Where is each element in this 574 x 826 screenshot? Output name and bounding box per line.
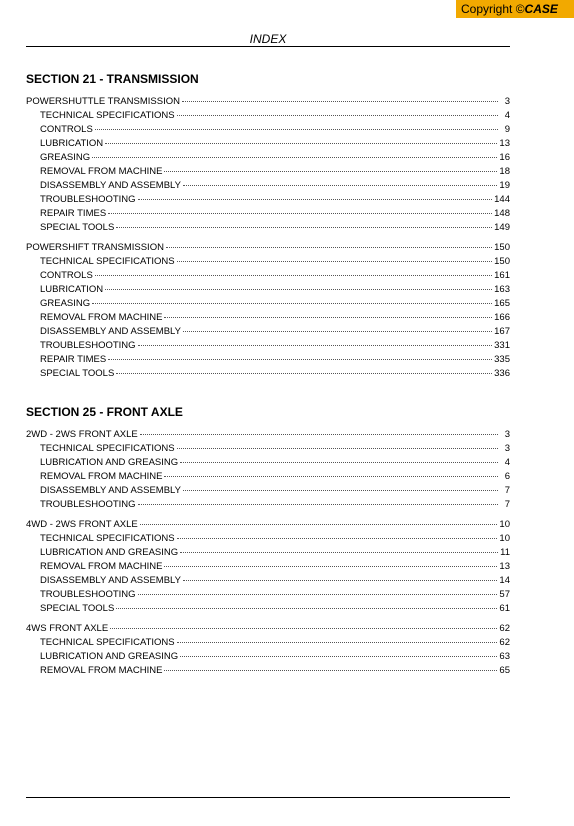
copyright-text: Copyright © <box>461 2 525 16</box>
toc-subentry-page-number: 7 <box>504 485 510 496</box>
toc-entry[interactable] <box>26 241 510 255</box>
toc-subentry-label: LUBRICATION <box>40 138 104 149</box>
dot-leader <box>140 434 498 435</box>
toc-subentry[interactable] <box>26 560 510 574</box>
toc-subentry-label: REPAIR TIMES <box>40 208 107 219</box>
toc-subentry-page-number: 13 <box>499 561 510 572</box>
dot-leader <box>180 462 498 463</box>
toc-subentry[interactable] <box>26 574 510 588</box>
dot-leader <box>95 129 498 130</box>
toc-subentry-label: TECHNICAL SPECIFICATIONS <box>40 533 175 544</box>
toc-entry-page-number: 150 <box>494 242 510 253</box>
toc-subentry-page-number: 165 <box>494 298 510 309</box>
footer-rule <box>26 797 510 798</box>
toc-subentry[interactable] <box>26 650 510 664</box>
toc-subentry-page-number: 144 <box>494 194 510 205</box>
toc-subentry-label: LUBRICATION <box>40 284 104 295</box>
toc-subentry[interactable] <box>26 664 510 678</box>
toc-subentry[interactable] <box>26 367 510 381</box>
toc-subentry-page-number: 335 <box>494 354 510 365</box>
toc-subentry-label: TECHNICAL SPECIFICATIONS <box>40 110 175 121</box>
dot-leader <box>183 490 498 491</box>
toc-subentry-page-number: 7 <box>504 499 510 510</box>
toc-group <box>26 518 510 616</box>
dot-leader <box>116 373 492 374</box>
toc-entry-label: POWERSHUTTLE TRANSMISSION <box>26 96 180 107</box>
dot-leader <box>138 594 498 595</box>
dot-leader <box>116 608 497 609</box>
toc-subentry-label: REMOVAL FROM MACHINE <box>40 471 163 482</box>
toc-subentry-label: DISASSEMBLY AND ASSEMBLY <box>40 326 181 337</box>
toc-subentry-label: GREASING <box>40 152 91 163</box>
toc-subentry-page-number: 13 <box>499 138 510 149</box>
toc-subentry[interactable] <box>26 283 510 297</box>
dot-leader <box>108 359 492 360</box>
toc-subentry-page-number: 6 <box>504 471 510 482</box>
toc-subentry[interactable] <box>26 269 510 283</box>
toc-subentry[interactable] <box>26 297 510 311</box>
toc-subentry-label: DISASSEMBLY AND ASSEMBLY <box>40 180 181 191</box>
toc-subentry-page-number: 61 <box>499 603 510 614</box>
toc-subentry[interactable] <box>26 325 510 339</box>
toc-subentry-label: TROUBLESHOOTING <box>40 194 136 205</box>
toc-subentry-page-number: 4 <box>504 457 510 468</box>
toc-subentry-label: REMOVAL FROM MACHINE <box>40 561 163 572</box>
toc-group <box>26 241 510 381</box>
dot-leader <box>177 538 498 539</box>
dot-leader <box>138 504 498 505</box>
copyright-badge <box>456 0 574 18</box>
dot-leader <box>105 143 497 144</box>
dot-leader <box>164 670 497 671</box>
dot-leader <box>138 345 493 346</box>
toc-subentry-page-number: 331 <box>494 340 510 351</box>
dot-leader <box>108 213 492 214</box>
toc-subentry-label: DISASSEMBLY AND ASSEMBLY <box>40 575 181 586</box>
toc-subentry-label: TECHNICAL SPECIFICATIONS <box>40 443 175 454</box>
toc-subentry-page-number: 336 <box>494 368 510 379</box>
toc-subentry-page-number: 11 <box>500 547 510 558</box>
toc-subentry[interactable] <box>26 165 510 179</box>
dot-leader <box>95 275 492 276</box>
toc-subentry-page-number: 9 <box>504 124 510 135</box>
dot-leader <box>116 227 492 228</box>
dot-leader <box>183 331 492 332</box>
toc-subentry-page-number: 62 <box>499 637 510 648</box>
dot-leader <box>177 448 498 449</box>
toc-subentry-page-number: 148 <box>494 208 510 219</box>
toc-subentry-label: TROUBLESHOOTING <box>40 499 136 510</box>
toc-subentry[interactable] <box>26 470 510 484</box>
toc-section <box>26 72 510 381</box>
dot-leader <box>164 476 498 477</box>
toc-group <box>26 428 510 512</box>
toc-subentry-label: DISASSEMBLY AND ASSEMBLY <box>40 485 181 496</box>
toc-subentry[interactable] <box>26 123 510 137</box>
toc-subentry[interactable] <box>26 151 510 165</box>
toc-subentry-page-number: 161 <box>494 270 510 281</box>
toc-subentry[interactable] <box>26 532 510 546</box>
toc-subentry[interactable] <box>26 353 510 367</box>
toc-subentry-page-number: 14 <box>499 575 510 586</box>
toc-subentry[interactable] <box>26 546 510 560</box>
toc-subentry-label: TROUBLESHOOTING <box>40 340 136 351</box>
toc-group <box>26 95 510 235</box>
toc-subentry-label: SPECIAL TOOLS <box>40 368 115 379</box>
toc-subentry-label: LUBRICATION AND GREASING <box>40 651 179 662</box>
toc-subentry[interactable] <box>26 255 510 269</box>
dot-leader <box>105 289 492 290</box>
toc-subentry[interactable] <box>26 193 510 207</box>
toc-subentry[interactable] <box>26 137 510 151</box>
toc-subentry[interactable] <box>26 207 510 221</box>
toc-subentry-page-number: 163 <box>494 284 510 295</box>
toc-subentry-page-number: 57 <box>499 589 510 600</box>
toc-subentry-page-number: 19 <box>499 180 510 191</box>
toc-subentry-label: CONTROLS <box>40 124 93 135</box>
toc-subentry-label: REMOVAL FROM MACHINE <box>40 166 163 177</box>
dot-leader <box>177 642 498 643</box>
toc-subentry-label: TECHNICAL SPECIFICATIONS <box>40 256 175 267</box>
dot-leader <box>177 261 493 262</box>
toc-subentry-page-number: 149 <box>494 222 510 233</box>
toc-entry[interactable] <box>26 95 510 109</box>
toc-subentry-label: TROUBLESHOOTING <box>40 589 136 600</box>
toc-subentry[interactable] <box>26 221 510 235</box>
dot-leader <box>177 115 498 116</box>
toc-subentry[interactable] <box>26 311 510 325</box>
toc-entry-page-number: 3 <box>504 429 510 440</box>
dot-leader <box>164 171 497 172</box>
toc-subentry-page-number: 3 <box>504 443 510 454</box>
toc-entry-page-number: 62 <box>499 623 510 634</box>
toc-entry-page-number: 3 <box>504 96 510 107</box>
toc-subentry-label: SPECIAL TOOLS <box>40 222 115 233</box>
dot-leader <box>164 317 492 318</box>
toc-subentry[interactable] <box>26 442 510 456</box>
toc-subentry-page-number: 18 <box>499 166 510 177</box>
header-rule <box>26 46 510 47</box>
toc-entry[interactable] <box>26 622 510 636</box>
toc-subentry-page-number: 166 <box>494 312 510 323</box>
toc-subentry-page-number: 4 <box>504 110 510 121</box>
dot-leader <box>182 101 498 102</box>
toc-subentry-label: REMOVAL FROM MACHINE <box>40 665 163 676</box>
toc-entry-page-number: 10 <box>499 519 510 530</box>
section-heading: SECTION 25 - FRONT AXLE <box>26 405 183 419</box>
toc-subentry-label: CONTROLS <box>40 270 93 281</box>
toc-subentry[interactable] <box>26 602 510 616</box>
dot-leader <box>140 524 498 525</box>
page-title: INDEX <box>249 32 287 46</box>
toc-subentry-label: GREASING <box>40 298 91 309</box>
toc-entry-label: POWERSHIFT TRANSMISSION <box>26 242 164 253</box>
dot-leader <box>183 580 497 581</box>
toc-subentry-label: LUBRICATION AND GREASING <box>40 457 179 468</box>
table-of-contents <box>26 72 510 684</box>
toc-subentry-label: TECHNICAL SPECIFICATIONS <box>40 637 175 648</box>
dot-leader <box>138 199 493 200</box>
toc-subentry-page-number: 63 <box>499 651 510 662</box>
case-logo: CASE <box>524 2 558 16</box>
toc-subentry[interactable] <box>26 456 510 470</box>
toc-subentry-page-number: 65 <box>499 665 510 676</box>
toc-subentry-page-number: 167 <box>494 326 510 337</box>
toc-subentry[interactable] <box>26 109 510 123</box>
toc-subentry-page-number: 16 <box>499 152 510 163</box>
dot-leader <box>180 552 498 553</box>
toc-subentry[interactable] <box>26 636 510 650</box>
toc-entry-label: 4WS FRONT AXLE <box>26 623 109 634</box>
toc-subentry[interactable] <box>26 179 510 193</box>
toc-subentry[interactable] <box>26 588 510 602</box>
dot-leader <box>183 185 497 186</box>
dot-leader <box>92 303 492 304</box>
toc-entry-label: 2WD - 2WS FRONT AXLE <box>26 429 138 440</box>
dot-leader <box>180 656 497 657</box>
dot-leader <box>92 157 497 158</box>
toc-subentry[interactable] <box>26 339 510 353</box>
toc-subentry-label: LUBRICATION AND GREASING <box>40 547 179 558</box>
toc-subentry-label: REPAIR TIMES <box>40 354 107 365</box>
toc-subentry[interactable] <box>26 498 510 512</box>
toc-subentry-page-number: 10 <box>499 533 510 544</box>
dot-leader <box>164 566 497 567</box>
toc-subentry-label: REMOVAL FROM MACHINE <box>40 312 163 323</box>
dot-leader <box>110 628 497 629</box>
toc-subentry-label: SPECIAL TOOLS <box>40 603 115 614</box>
toc-section <box>26 405 510 678</box>
section-heading: SECTION 21 - TRANSMISSION <box>26 72 199 86</box>
toc-subentry[interactable] <box>26 484 510 498</box>
toc-entry[interactable] <box>26 518 510 532</box>
dot-leader <box>166 247 492 248</box>
toc-entry-label: 4WD - 2WS FRONT AXLE <box>26 519 138 530</box>
toc-group <box>26 622 510 678</box>
toc-entry[interactable] <box>26 428 510 442</box>
toc-subentry-page-number: 150 <box>494 256 510 267</box>
